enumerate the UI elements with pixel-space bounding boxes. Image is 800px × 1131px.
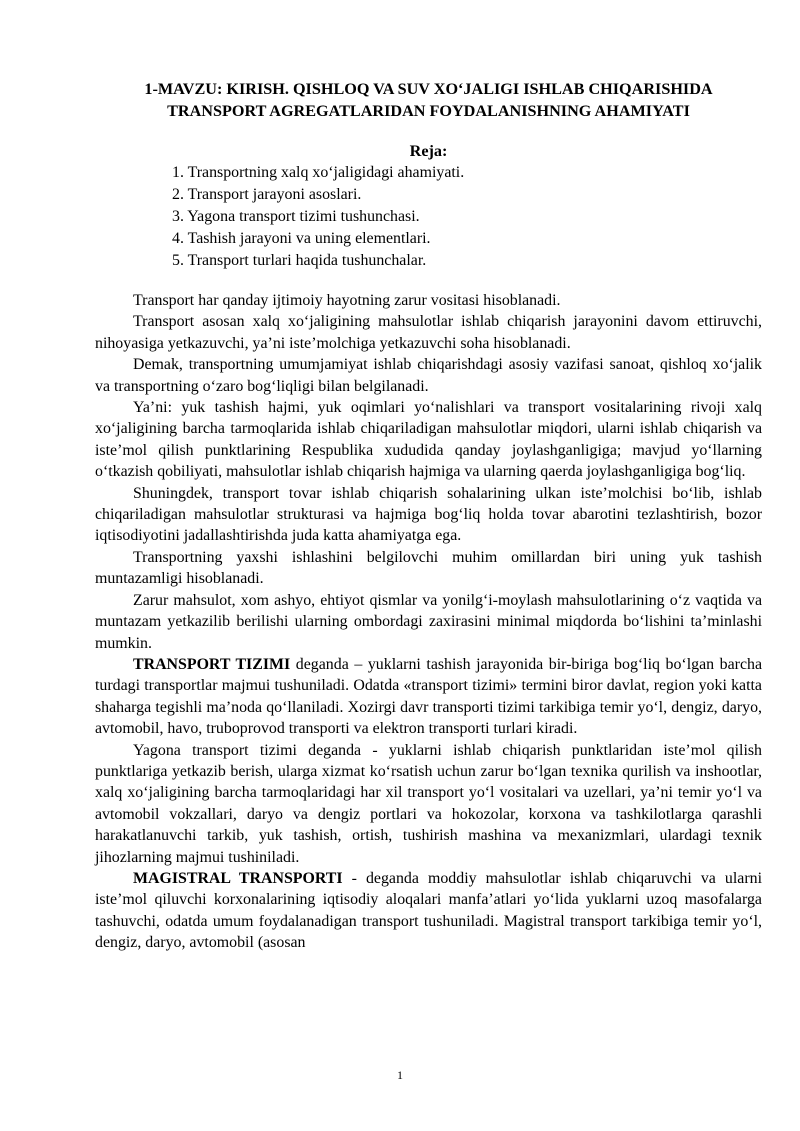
paragraph bbox=[95, 740, 762, 868]
page-number: 1 bbox=[397, 1068, 403, 1082]
plan-item: 1. Transportning xalq xoʻjaligidagi ahamiyati. bbox=[172, 164, 465, 181]
paragraph-text: Transport asosan xalq xoʻjaligining mahsulotlar ishlab chiqarish jarayonini davom ettiruvchi, nihoyasiga yetkazuvchi, ya’ni iste’molchiga yetkazuvchi soha hisoblanadi. bbox=[95, 313, 762, 352]
paragraph bbox=[95, 590, 762, 654]
paragraph-bold-lead: TRANSPORT TIZIMI bbox=[133, 655, 291, 673]
document-title: 1-MAVZU: KIRISH. QISHLOQ VA SUV XOʻJALIGI ISHLAB CHIQARISHIDA TRANSPORT AGREGATLARIDAN FOYDALANISHNING AHAMIYATI bbox=[144, 80, 713, 120]
plan-heading: Reja: bbox=[409, 142, 448, 160]
paragraph bbox=[95, 311, 762, 354]
paragraph bbox=[95, 397, 762, 483]
paragraph-text: Demak, transportning umumjamiyat ishlab chiqarishdagi asosiy vazifasi sanoat, qishloq xoʻjalik va transportning oʻzaro bogʻliqligi bilan belgilanadi. bbox=[95, 356, 762, 395]
paragraph bbox=[95, 483, 762, 547]
paragraph-text: - deganda moddiy mahsulotlar ishlab chiqaruvchi va ularni iste’mol qiluvchi korxonalarining iqtisodiy aloqalari manfa’atlari yoʻlida yuklarni uzoq masofalarga tashuvchi, odatda umum foydalanadigan transport tushuniladi. Magistral transport tarkibiga temir yoʻl, dengiz, daryo, avtomobil (asosan bbox=[95, 869, 762, 952]
paragraph-text: Zarur mahsulot, xom ashyo, ehtiyot qismlar va yonilgʻi-moylash mahsulotlarining oʻz vaqtida va muntazam yetkazilib berilishi ularning ombordagi zaxirasini minimal miqdorda boʻlishini ta’minlashi mumkin. bbox=[95, 591, 762, 652]
paragraph-text: Ya’ni: yuk tashish hajmi, yuk oqimlari yoʻnalishlari va transport vositalarining rivoji xalq xoʻjaligining barcha tarmoqlarida ishlab chiqariladigan mahsulotlar miqdori, ularni ishlab chiqarish va iste’mol qilish punktlarining Respublika xududida qanday joylashganligiga; mavjud yoʻllarning oʻtkazish qobiliyati, mahsulotlar ishlab chiqarish hajmiga va ularning qaerda joylashganligiga bogʻliq. bbox=[95, 399, 762, 481]
paragraph bbox=[95, 290, 762, 311]
plan-item: 3. Yagona transport tizimi tushunchasi. bbox=[172, 208, 420, 225]
paragraph-text: Transport har qanday ijtimoiy hayotning zarur vositasi hisoblanadi. bbox=[133, 292, 561, 309]
plan-item: 2. Transport jarayoni asoslari. bbox=[172, 186, 362, 203]
paragraph bbox=[95, 547, 762, 590]
body-text bbox=[95, 290, 762, 954]
paragraph-text: deganda – yuklarni tashish jarayonida bir-biriga bogʻliq boʻlgan barcha turdagi transportlar majmui tushuniladi. Odatda «transport tizimi» termini biror davlat, region yoki katta shaharga tegishli ma’noda qoʻllaniladi. Xozirgi davr transporti tizimi tarkibiga temir yoʻl, dengiz, daryo, avtomobil, havo, truboprovod transporti va elektron transporti turlari kiradi. bbox=[95, 655, 763, 738]
paragraph-transport-tizimi bbox=[95, 654, 762, 740]
paragraph bbox=[95, 354, 762, 397]
paragraph-text: Yagona transport tizimi deganda - yuklarni ishlab chiqarish punktlaridan iste’mol qilish punktlariga yetkazib berish, ularga xizmat koʻrsatish uchun zarur boʻlgan texnika qurilish va inshootlar, xalq xoʻjaligining barcha tarmoqlaridagi har xil transport yoʻl vositalari va uzellari, ya’ni temir yoʻl va avtomobil vokzallari, daryo va dengiz portlari va hokozolar, korxona va tashkilotlarga qarashli harakatlanuvchi tarkib, yuk tashish, ortish, tushirish mashina va mexanizmlari, ulardagi texnik jihozlarning majmui tushiniladi. bbox=[95, 741, 762, 866]
plan-item: 4. Tashish jarayoni va uning elementlari. bbox=[172, 230, 431, 247]
paragraph-text: Shuningdek, transport tovar ishlab chiqarish sohalarining ulkan iste’molchisi boʻlib, ishlab chiqariladigan mahsulotlar strukturasi va hajmiga bogʻliq holda tovar abarotini tezlashtirish, bozor iqtisodiyotini jadallashtirishda juda katta ahamiyatga ega. bbox=[95, 484, 762, 545]
paragraph-bold-lead: MAGISTRAL TRANSPORTI bbox=[133, 869, 343, 887]
document-page bbox=[95, 78, 762, 954]
paragraph-text: Transportning yaxshi ishlashini belgilovchi muhim omillardan biri uning yuk tashish muntazamligi hisoblanadi. bbox=[95, 548, 762, 588]
plan-list bbox=[95, 162, 762, 272]
plan-item: 5. Transport turlari haqida tushunchalar. bbox=[172, 252, 427, 269]
paragraph-magistral-transporti bbox=[95, 868, 762, 954]
